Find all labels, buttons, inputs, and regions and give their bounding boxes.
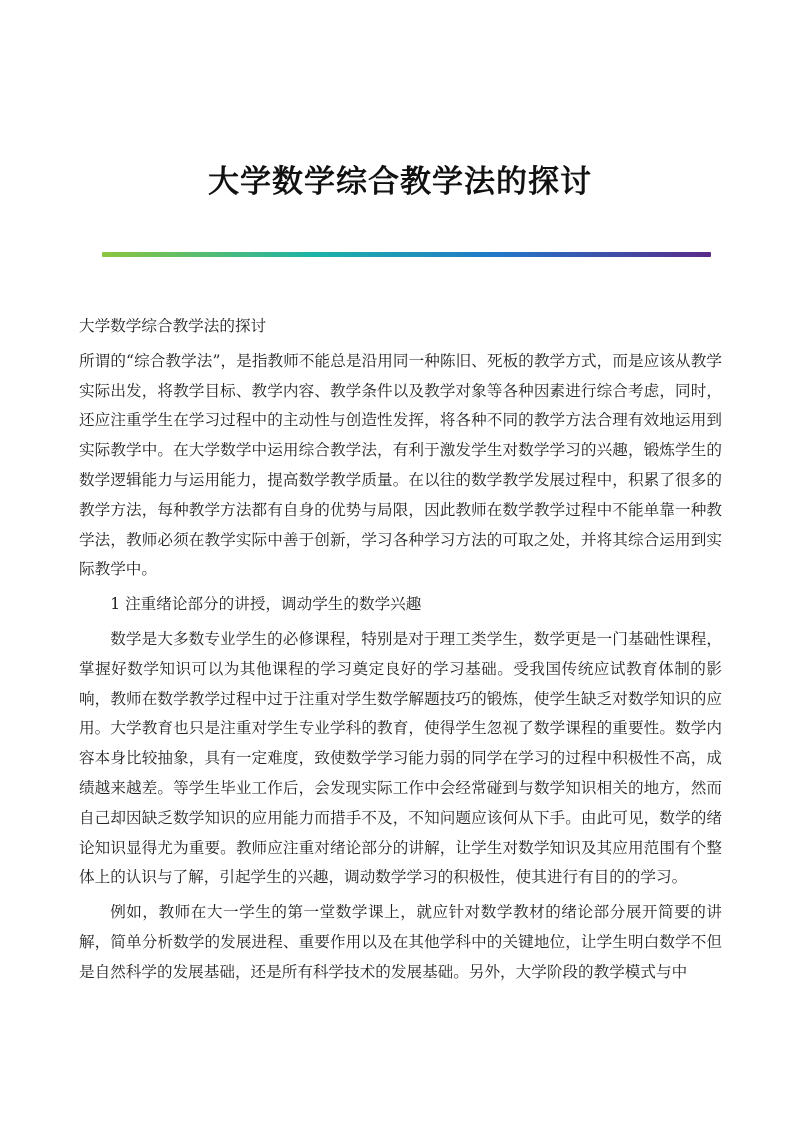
body-paragraph: 数学是大多数专业学生的必修课程，特别是对于理工类学生，数学更是一门基础性课程，掌握好数学知识可以为其他课程的学习奠定良好的学习基础。受我国传统应试教育体制的影响，教师在数学教学过程中过于注重对学生数学解题技巧的锻炼，使学生缺乏对数学知识的应用。大学教育也只是注重对学生专业学科的教育，使得学生忽视了数学课程的重要性。数学内容本身比较抽象，具有一定难度，致使数学学习能力弱的同学在学习的过程中积极性不高，成绩越来越差。等学生毕业工作后，会发现实际工作中会经常碰到与数学知识相关的地方，然而自己却因缺乏数学知识的应用能力而措手不及，不知问题应该何从下手。由此可见，数学的绪论知识显得尤为重要。教师应注重对绪论部分的讲解，让学生对数学知识及其应用范围有个整体上的认识与了解，引起学生的兴趣，调动数学学习的积极性，使其进行有目的的学习。 (79, 629, 722, 887)
document-title: 大学数学综合教学法的探讨 (208, 164, 592, 200)
intro-paragraph: 所谓的“综合教学法”，是指教师不能总是沿用同一种陈旧、死板的教学方式，而是应该从教学实际出发，将教学目标、教学内容、教学条件以及教学对象等各种因素进行综合考虑，同时，还应注重学生在学习过程中的主动性与创造性发挥，将各种不同的教学方法合理有效地运用到实际教学中。在大学数学中运用综合教学法，有利于激发学生对数学学习的兴趣，锻炼学生的数学逻辑能力与运用能力，提高数学教学质量。在以往的数学教学发展过程中，积累了很多的教学方法，每种教学方法都有自身的优势与局限，因此教师在数学教学过程中不能单靠一种教学法，教师必须在教学实际中善于创新，学习各种学习方法的可取之处，并将其综合运用到实际教学中。 (79, 351, 722, 579)
body-paragraph: 例如，教师在大一学生的第一堂数学课上，就应针对数学教材的绪论部分展开简要的讲解，简单分析数学的发展进程、重要作用以及在其他学科中的关键地位，让学生明白数学不但是自然科学的发展基础，还是所有科学技术的发展基础。另外，大学阶段的教学模式与中 (79, 903, 722, 981)
document-subtitle: 大学数学综合教学法的探讨 (79, 317, 267, 335)
section-heading: 1 注重绪论部分的讲授，调动学生的数学兴趣 (110, 595, 422, 614)
document-body (79, 312, 722, 993)
title-divider (102, 252, 711, 257)
